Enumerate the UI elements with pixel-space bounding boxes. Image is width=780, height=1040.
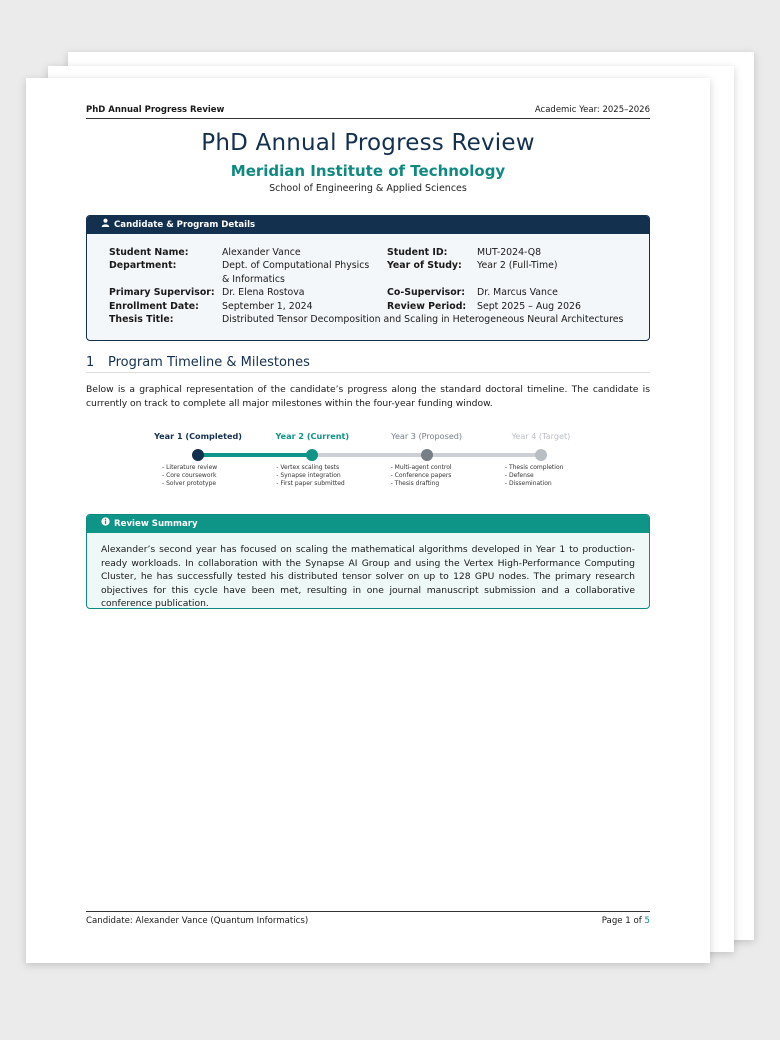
section-number: 1 [86, 355, 95, 370]
timeline-stage-label: Year 2 (Current) [275, 431, 350, 441]
section-title: Program Timeline & Milestones [108, 355, 310, 370]
timeline-stage-label: Year 1 (Completed) [154, 431, 242, 441]
primary-supervisor-value: Dr. Elena Rostova [222, 287, 305, 299]
info-icon [101, 515, 110, 533]
year-of-study-value: Year 2 (Full-Time) [477, 260, 558, 272]
timeline-note: - Vertex scaling tests [276, 464, 340, 471]
page-total: 5 [644, 916, 650, 926]
timeline-note: - Core coursework [162, 472, 217, 480]
review-summary-text: Alexander’s second year has focused on scaling the mathematical algorithms developed in Year 1 to production-ready workloads. In collaboration with the Synapse AI Group and using the Vertex High-Performance Computing Cluster, he has successfully tested his distributed tensor solver on up to 128 GPU nodes. The primary research objectives for this cycle have been met, resulting in one journal manuscript submission and a collaborative conference publication. [101, 544, 635, 609]
timeline-stage-dot [421, 449, 433, 461]
page-number-prefix: Page 1 of [601, 916, 642, 926]
timeline-stage-notes [505, 464, 564, 489]
year-of-study-label: Year of Study: [387, 260, 462, 272]
student-name-value: Alexander Vance [222, 247, 301, 258]
primary-supervisor-label: Primary Supervisor: [109, 287, 215, 299]
timeline-stage-dot [306, 449, 318, 461]
thesis-title-label: Thesis Title: [109, 313, 174, 325]
running-footer [86, 911, 650, 926]
timeline-note: - Multi-agent control [390, 464, 452, 471]
candidate-details-box [86, 215, 650, 341]
timeline-stage-notes [391, 464, 452, 489]
timeline-stage-notes [276, 464, 344, 489]
timeline-stage-notes [162, 464, 217, 489]
thesis-title-value: Distributed Tensor Decomposition and Scaling in Heterogeneous Neural Architectures [222, 313, 624, 325]
department-label: Department: [109, 260, 177, 272]
timeline-note: - Literature review [162, 464, 218, 471]
footer-candidate: Candidate: Alexander Vance (Quantum Informatics) [86, 916, 309, 926]
enrollment-date-value: September 1, 2024 [222, 300, 313, 312]
running-header [86, 105, 650, 119]
department-value-line1: Dept. of Computational Physics [222, 260, 370, 272]
department-value-line2: & Informatics [222, 273, 285, 285]
timeline-stage-label: Year 4 (Target) [511, 431, 571, 441]
timeline-note: - Defense [504, 472, 534, 480]
timeline-note: - Synapse integration [276, 472, 341, 480]
timeline-note: - Dissemination [504, 480, 552, 488]
review-period-value: Sept 2025 – Aug 2026 [477, 300, 581, 312]
student-id-value: MUT-2024-Q8 [477, 247, 542, 258]
timeline-note: - Thesis drafting [390, 480, 440, 488]
timeline-progress-fill [198, 453, 311, 457]
co-supervisor-value: Dr. Marcus Vance [477, 287, 558, 299]
candidate-details-title: Candidate & Program Details [114, 220, 256, 230]
timeline-note: - Solver prototype [162, 480, 217, 488]
user-icon [101, 216, 110, 234]
review-summary-header [87, 515, 649, 533]
section-heading [86, 355, 650, 373]
review-summary-box [86, 514, 650, 609]
page-content [86, 78, 650, 963]
timeline-note: - First paper submitted [276, 480, 345, 488]
timeline-stage-label: Year 3 (Proposed) [391, 431, 463, 441]
co-supervisor-label: Co-Supervisor: [387, 287, 466, 299]
header-left: PhD Annual Progress Review [86, 105, 225, 115]
milestone-timeline [154, 428, 580, 498]
page-number [602, 916, 650, 926]
student-id-label: Student ID: [387, 247, 448, 258]
section-paragraph: Below is a graphical representation of the candidate’s progress along the standard doctoral timeline. The candidate is currently on track to complete all major milestones within the four-year funding window. [86, 384, 650, 409]
candidate-details-header [87, 216, 649, 234]
document-title: PhD Annual Progress Review [201, 130, 535, 156]
timeline-stage-dot [535, 449, 547, 461]
school-name: School of Engineering & Applied Sciences [269, 183, 467, 194]
review-period-label: Review Period: [387, 300, 467, 312]
institution-name: Meridian Institute of Technology [230, 162, 506, 180]
header-right: Academic Year: 2025–2026 [534, 105, 650, 115]
review-summary-title: Review Summary [114, 519, 198, 529]
document-page [26, 78, 710, 963]
timeline-note: - Conference papers [390, 472, 452, 480]
enrollment-date-label: Enrollment Date: [109, 300, 199, 312]
timeline-note: - Thesis completion [504, 464, 564, 471]
student-name-label: Student Name: [109, 247, 189, 258]
timeline-stage-dot [192, 449, 204, 461]
